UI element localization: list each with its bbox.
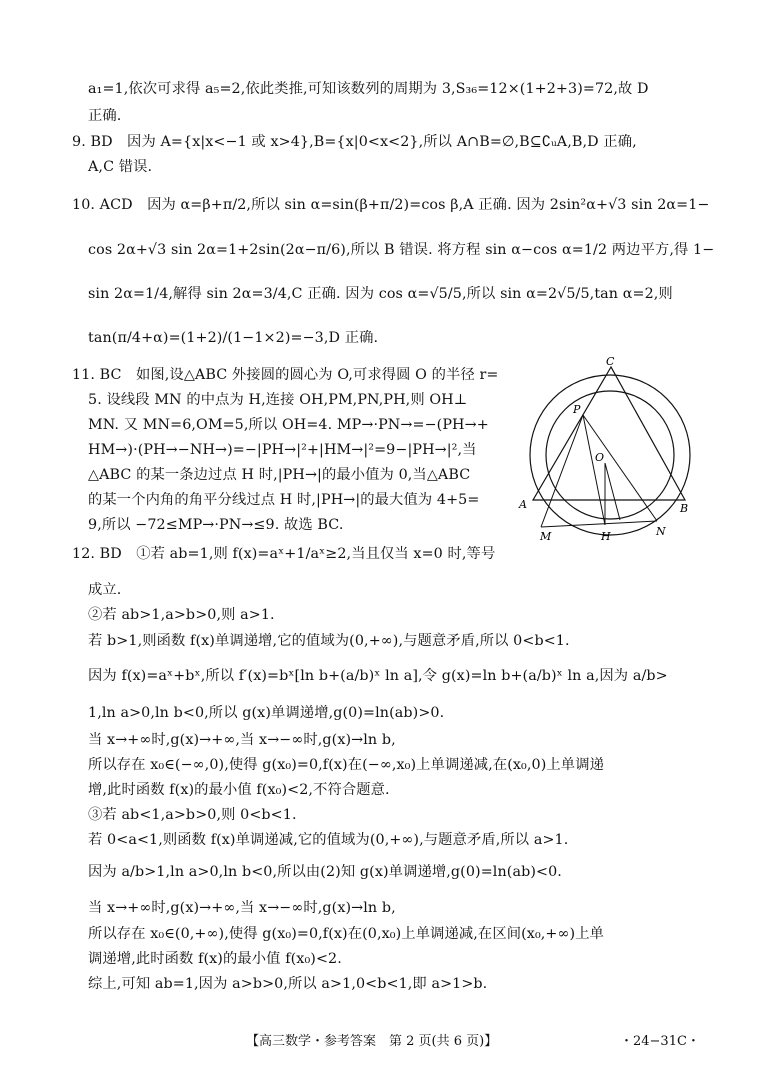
text-line: sin 2α=1/4,解得 sin 2α=3/4,C 正确. 因为 cos α=√5/5,所以 sin α=2√5/5,tan α=2,则 xyxy=(88,286,673,302)
text-line: A,C 错误. xyxy=(88,159,153,175)
text-line: 若 b>1,则函数 f(x)单调递增,它的值域为(0,+∞),与题意矛盾,所以 0<b<1. xyxy=(88,633,570,649)
text-line: 若 0<a<1,则函数 f(x)单调递减,它的值域为(0,+∞),与题意矛盾,所以 a>1. xyxy=(88,832,569,848)
text-line: 所以存在 x₀∈(0,+∞),使得 g(x₀)=0,f(x)在(0,x₀)上单调递减,在区间(x₀,+∞)上单 xyxy=(88,926,604,942)
label-a: A xyxy=(519,498,527,511)
text-line: 9,所以 −72≤MP→·PN→≤9. 故选 BC. xyxy=(88,517,344,533)
text-line: 调递增,此时函数 f(x)的最小值 f(x₀)<2. xyxy=(88,951,342,967)
label-n: N xyxy=(656,525,666,538)
text-line: ②若 ab>1,a>b>0,则 a>1. xyxy=(88,607,275,623)
text-line: a₁=1,依次可求得 a₅=2,依此类推,可知该数列的周期为 3,S₃₆=12×(1+2+3)=72,故 D xyxy=(88,81,649,97)
page-footer-title: 【高三数学・参考答案 第 2 页(共 6 页)】 xyxy=(246,1034,498,1049)
label-p: P xyxy=(573,403,581,416)
text-line: 因为 a/b>1,ln a>0,ln b<0,所以由(2)知 g(x)单调递增,g(0)=ln(ab)<0. xyxy=(88,864,562,880)
text-line: 增,此时函数 f(x)的最小值 f(x₀)<2,不符合题意. xyxy=(88,782,390,798)
segment-ob xyxy=(605,463,620,520)
text-line: tan(π/4+α)=(1+2)/(1−1×2)=−3,D 正确. xyxy=(88,330,379,346)
text-line: 因为 f(x)=aˣ+bˣ,所以 f′(x)=bˣ[ln b+(a/b)ˣ ln a],令 g(x)=ln b+(a/b)ˣ ln a,因为 a/b> xyxy=(88,668,668,684)
outer-circle xyxy=(530,375,690,535)
text-line: 综上,可知 ab=1,因为 a>b>0,所以 a>1,0<b<1,即 a>1>b. xyxy=(88,976,488,992)
text-line: MN. 又 MN=6,OM=5,所以 OH=4. MP→·PN→=−(PH→+ xyxy=(88,417,489,433)
text-line: 10. ACD 因为 α=β+π/2,所以 sin α=sin(β+π/2)=cos β,A 正确. 因为 2sin²α+√3 sin 2α=1− xyxy=(72,197,710,213)
text-line: cos 2α+√3 sin 2α=1+2sin(2α−π/6),所以 B 错误. 将方程 sin α−cos α=1/2 两边平方,得 1− xyxy=(88,242,715,258)
text-line: 12. BD ①若 ab=1,则 f(x)=aˣ+1/aˣ≥2,当且仅当 x=0 时,等号 xyxy=(72,546,496,562)
text-line: 所以存在 x₀∈(−∞,0),使得 g(x₀)=0,f(x)在(−∞,x₀)上单调递减,在(x₀,0)上单调递 xyxy=(88,757,604,773)
label-c: C xyxy=(606,355,615,368)
text-line: 当 x→+∞时,g(x)→+∞,当 x→−∞时,g(x)→ln b, xyxy=(88,900,396,916)
label-h: H xyxy=(601,530,611,543)
text-line: ③若 ab<1,a>b>0,则 0<b<1. xyxy=(88,807,297,823)
text-line: 成立. xyxy=(88,582,122,598)
text-line: △ABC 的某一条边过点 H 时,|PH→|的最小值为 0,当△ABC xyxy=(88,467,471,483)
label-b: B xyxy=(680,502,689,515)
text-line: 5. 设线段 MN 的中点为 H,连接 OH,PM,PN,PH,则 OH⊥ xyxy=(88,392,468,408)
text-line: 1,ln a>0,ln b<0,所以 g(x)单调递增,g(0)=ln(ab)>0. xyxy=(88,705,445,721)
label-o: O xyxy=(595,451,605,464)
label-m: M xyxy=(540,530,552,543)
segment-mn xyxy=(541,521,657,527)
text-line: 11. BC 如图,设△ABC 外接圆的圆心为 O,可求得圆 O 的半径 r= xyxy=(72,367,499,383)
text-line: 当 x→+∞时,g(x)→+∞,当 x→−∞时,g(x)→ln b, xyxy=(88,732,396,748)
text-line: 9. BD 因为 A={x|x<−1 或 x>4},B={x|0<x<2},所以 A∩B=∅,B⊆∁ᵤA,B,D 正确, xyxy=(72,134,637,150)
page-footer-code: ・24−31C・ xyxy=(620,1034,700,1049)
text-line: 的某一个内角的角平分线过点 H 时,|PH→|的最大值为 4+5= xyxy=(88,492,480,508)
text-line: 正确. xyxy=(88,108,122,124)
text-line: HM→)·(PH→−NH→)=−|PH→|²+|HM→|²=9−|PH→|²,当 xyxy=(88,442,477,458)
circle-triangle-figure xyxy=(515,355,705,545)
